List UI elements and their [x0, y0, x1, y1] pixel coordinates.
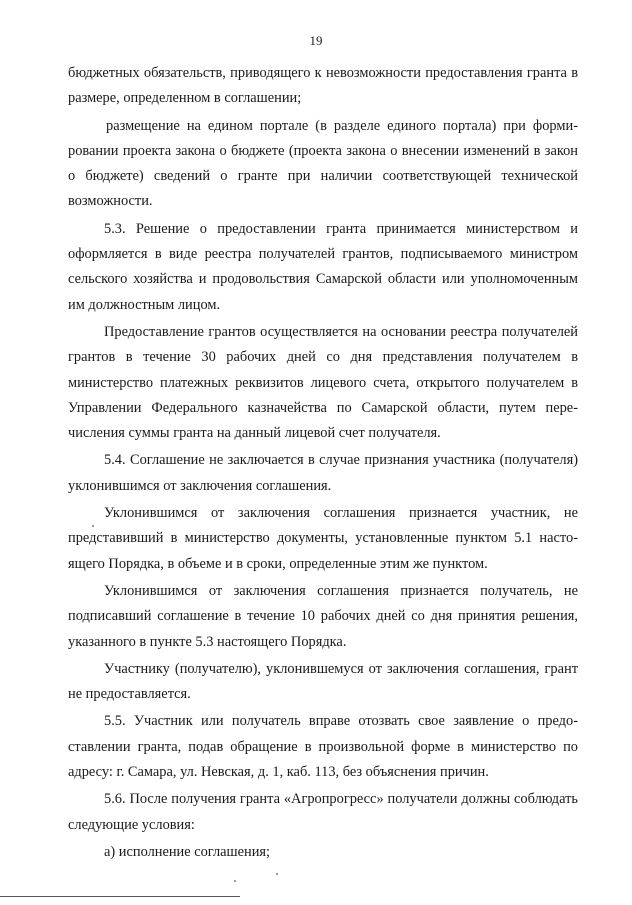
scan-speck — [92, 525, 94, 527]
paragraph-5-3: 5.3. Решение о предоставлении гранта принимается министерством и оформляется в виде реестра получателей грантов, подписываемого министром сельского хозяйства и продовольствия Самарской области или уполномоченным им должностным лицом. — [68, 220, 578, 313]
paragraph-recipient-evasion: Уклонившимся от заключения соглашения признается получатель, не подписавший соглашение в течение 10 рабочих дней со дня принятия решения, указанного в пункте 5.3 настоящего Порядка. — [68, 582, 578, 650]
paragraph-5-6: 5.6. После получения гранта «Агропрогресс» получатели должны соблюдать следующие условия: — [68, 791, 578, 833]
paragraph-condition-a: а) исполнение соглашения; — [104, 843, 271, 860]
paragraph-grant-provision: Предоставление грантов осуществляется на основании реестра получателей грантов в течение 30 рабочих дней со дня представления получателем в министерство платежных реквизитов лицевого счета, открытого получателем в Управлении Федерального казначейства по Самарской области, путем перечисления суммы гранта на данный лицевой счет получателя. — [68, 323, 578, 442]
scan-speck — [234, 880, 236, 882]
scan-speck — [276, 873, 278, 875]
paragraph-continuation: бюджетных обязательств, приводящего к невозможности предоставления гранта в размере, определенном в соглашении; — [68, 65, 578, 107]
paragraph-no-grant: Участнику (получателю), уклонившемуся от заключения соглашения, грант не предоставляется. — [68, 660, 578, 703]
bottom-scan-rule — [0, 896, 240, 897]
paragraph-portal-placement: размещение на едином портале (в разделе единого портала) при формировании проекта закона о бюджете (проекта закона о внесении изменений в закон о бюджете) сведений о гранте при наличии соответствующей технической возможности. — [68, 117, 578, 210]
document-body — [68, 61, 578, 867]
paragraph-participant-evasion: Уклонившимся от заключения соглашения признается участник, не представивший в министерство документы, установленные пунктом 5.1 настоящего Порядка, в объеме и в сроки, определенные этим же пунктом. — [68, 505, 578, 572]
page-number: 19 — [309, 33, 323, 48]
paragraph-5-4: 5.4. Соглашение не заключается в случае признания участника (получателя) уклонившимся от заключения соглашения. — [68, 452, 578, 494]
paragraph-5-5: 5.5. Участник или получатель вправе отозвать свое заявление о предоставлении гранта, подав обращение в произвольной форме в министерство по адресу: г. Самара, ул. Невская, д. 1, каб. 113, без объяснения причин. — [68, 713, 578, 781]
